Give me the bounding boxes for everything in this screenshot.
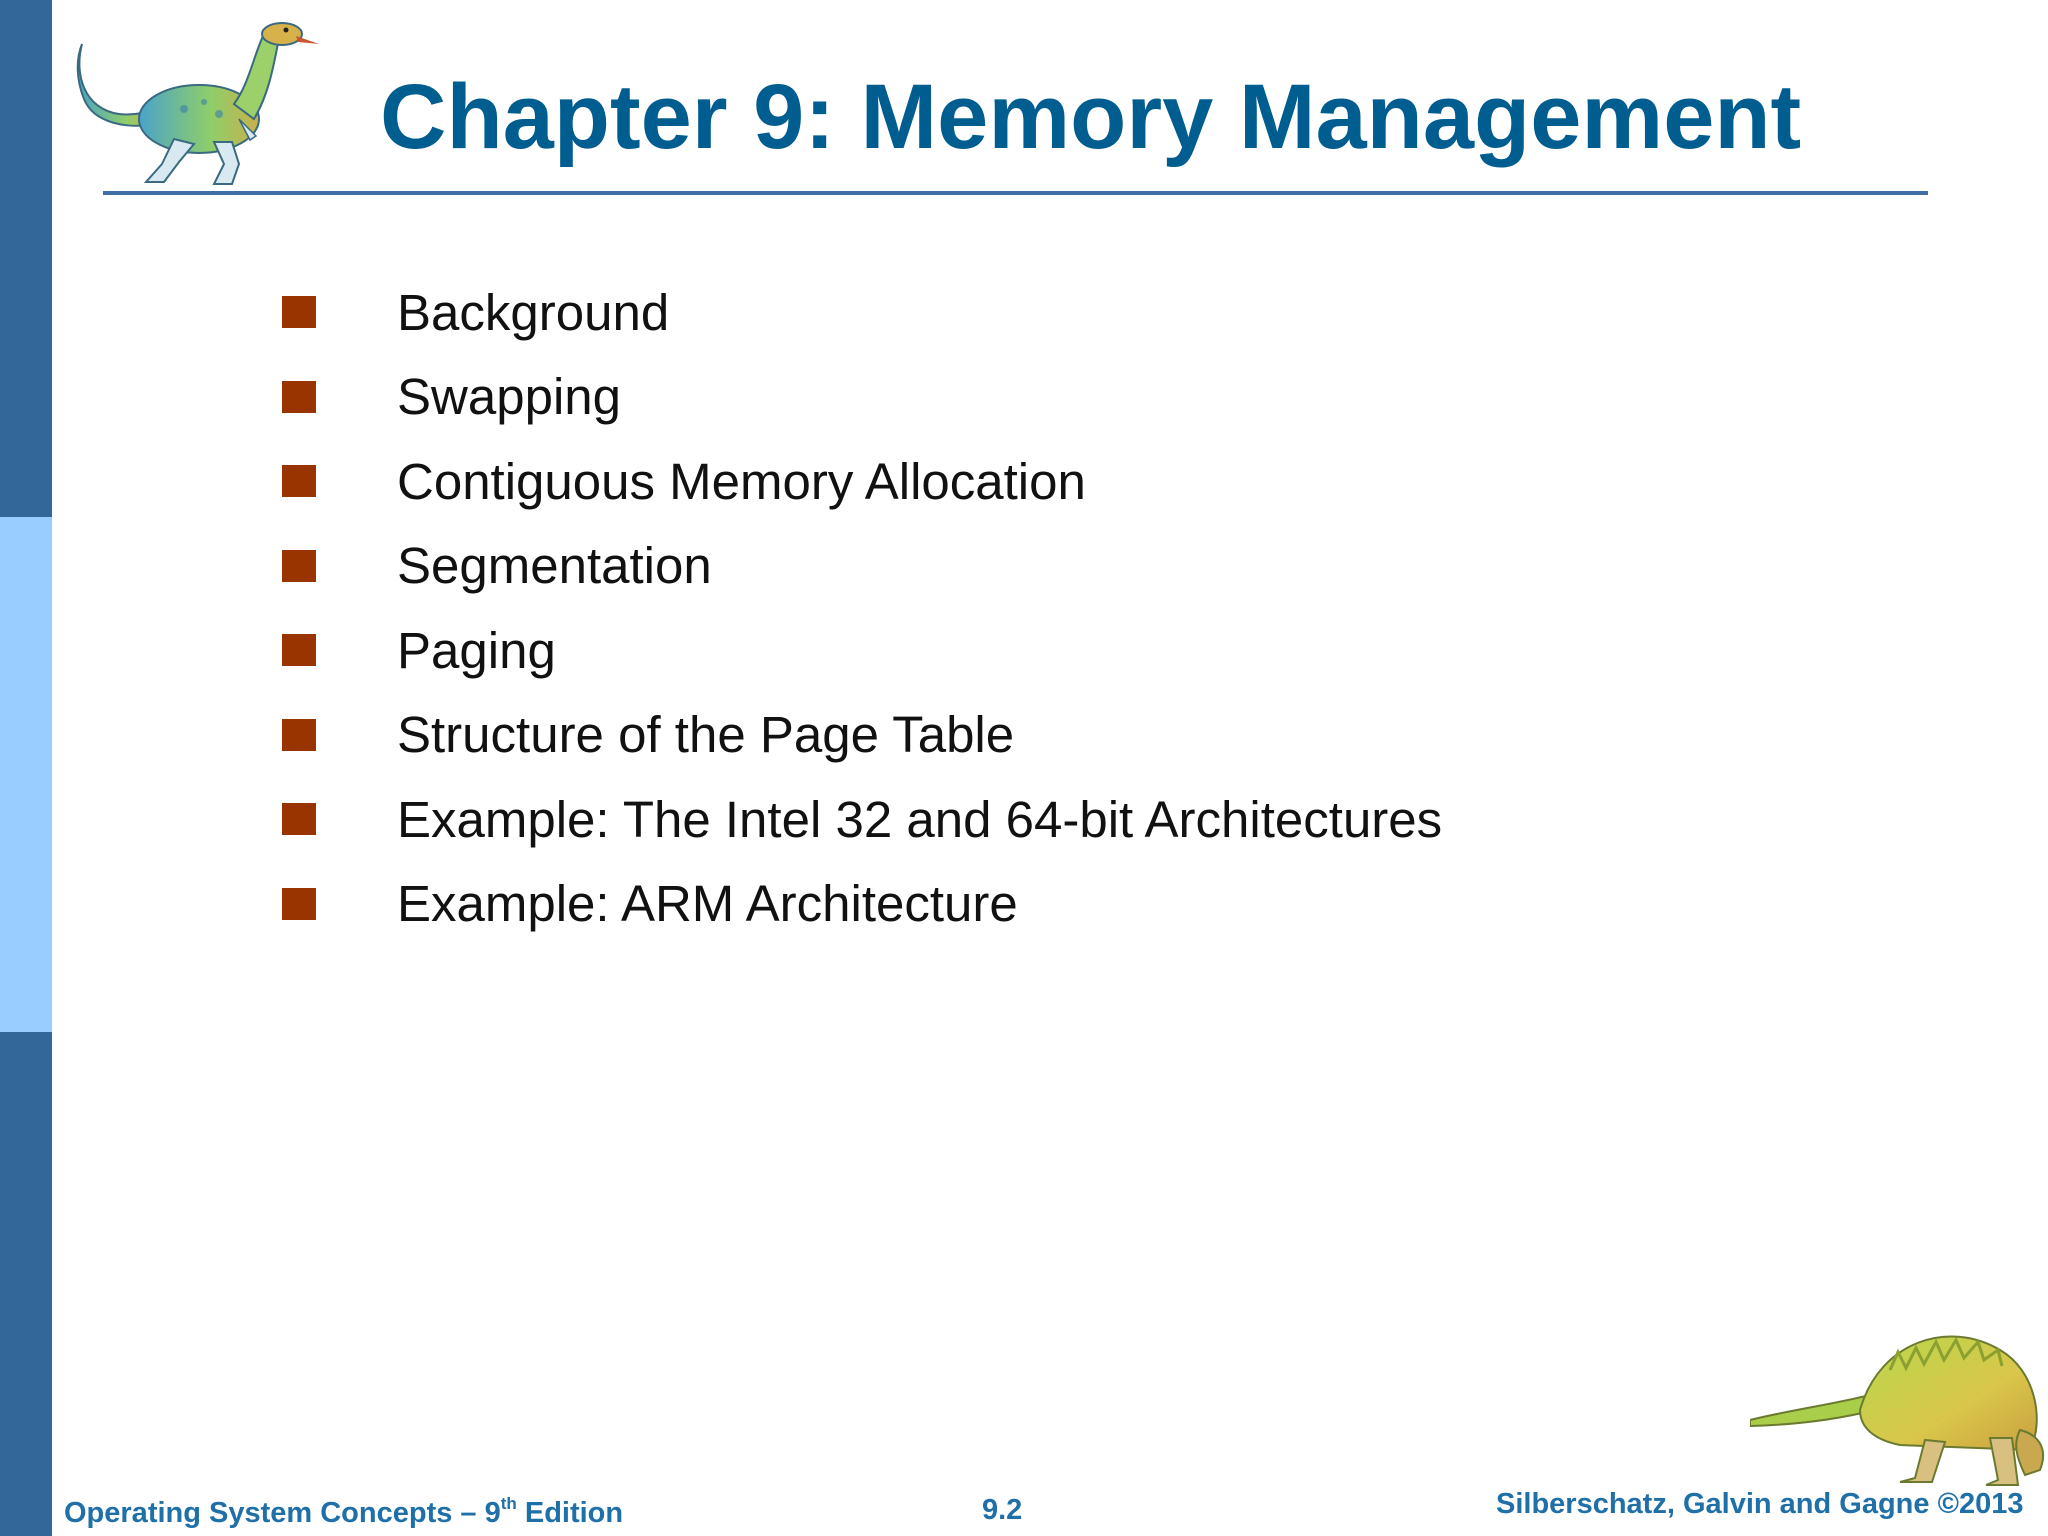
bullet-text: Paging	[397, 621, 556, 679]
square-bullet-icon	[282, 719, 316, 751]
bullet-text: Swapping	[397, 368, 621, 426]
footer-book-title	[64, 1494, 623, 1530]
square-bullet-icon	[282, 888, 316, 920]
footer-edition-superscript: th	[500, 1494, 517, 1513]
square-bullet-icon	[282, 803, 316, 835]
footer-book-text: Operating System Concepts – 9	[64, 1497, 501, 1529]
bullet-item	[282, 439, 1442, 524]
bullet-item	[282, 777, 1442, 862]
dinosaur-footer-icon	[1750, 1310, 2048, 1495]
bullet-text: Example: The Intel 32 and 64-bit Architectures	[397, 790, 1443, 848]
bullet-text: Structure of the Page Table	[397, 706, 1015, 764]
bullet-text: Background	[397, 283, 670, 341]
footer-copyright: Silberschatz, Galvin and Gagne ©2013	[1496, 1488, 2024, 1520]
bullet-item	[282, 270, 1442, 355]
square-bullet-icon	[282, 465, 316, 497]
sidebar-band-top	[0, 0, 52, 517]
bullet-item	[282, 524, 1442, 609]
bullet-item	[282, 608, 1442, 693]
square-bullet-icon	[282, 381, 316, 413]
title-divider	[103, 191, 1928, 195]
bullet-text: Contiguous Memory Allocation	[397, 452, 1086, 510]
square-bullet-icon	[282, 296, 316, 328]
sidebar-band-middle	[0, 517, 52, 1032]
bullet-text: Segmentation	[397, 537, 712, 595]
square-bullet-icon	[282, 550, 316, 582]
bullet-item	[282, 862, 1442, 947]
slide-title: Chapter 9: Memory Management	[380, 66, 1802, 168]
bullet-item	[282, 693, 1442, 778]
bullet-text: Example: ARM Architecture	[397, 875, 1018, 933]
footer-edition-word: Edition	[516, 1497, 624, 1529]
page-number: 9.2	[982, 1494, 1023, 1526]
bullet-list	[282, 270, 1442, 946]
sidebar-band-bottom	[0, 1032, 52, 1536]
dinosaur-header-icon	[74, 14, 324, 194]
square-bullet-icon	[282, 634, 316, 666]
bullet-item	[282, 355, 1442, 440]
